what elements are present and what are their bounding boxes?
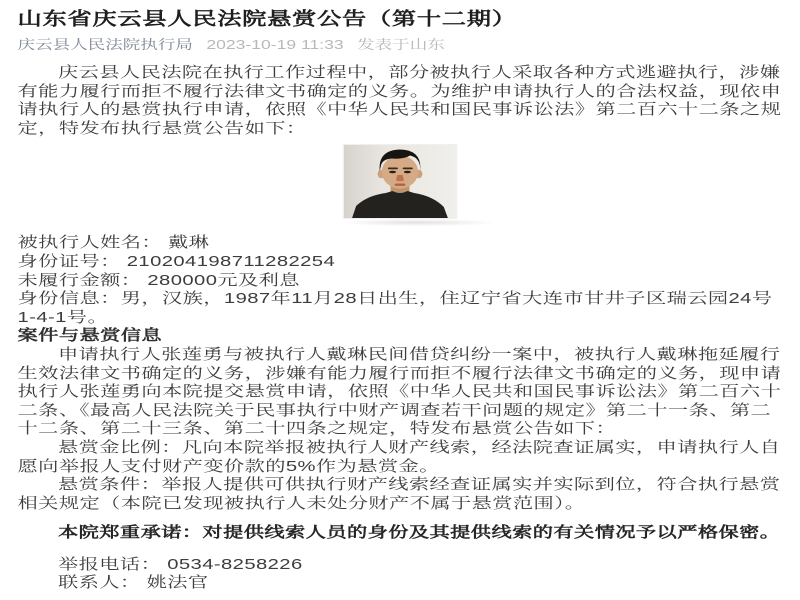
case-paragraph: 申请执行人张莲勇与被执行人戴琳民间借贷纠纷一案中，被执行人戴琳拖延履行生效法律文书确定的义务，涉嫌有能力履行而拒不履行法律文书确定的义务，现申请执行人张莲勇向本院提交悬赏申请，依照《中华人民共和国民事诉讼法》第二百六十二条、《最高人民法院关于民事执行中财产调查若干问题的规定》第二十一条、第二十二条、第二十三条、第二十四条之规定，特发布悬赏公告如下： xyxy=(17,345,782,438)
confidentiality-promise: 本院郑重承诺：对提供线索人员的身份及其提供线索的有关情况予以严格保密。 xyxy=(58,524,781,542)
debtor-id-line: 身份证号： 210204198711282254 xyxy=(17,252,336,270)
intro-paragraph: 庆云县人民法院在执行工作过程中，部分被执行人采取各种方式逃避执行，涉嫌有能力履行而拒不履行法律文书确定的义务。为维护申请执行人的合法权益，现依申请执行人的悬赏执行申请，依照《中华人民共和国民事诉讼法》第二百六十二条之规定，特发布执行悬赏公告如下： xyxy=(17,64,782,137)
byline xyxy=(18,36,783,54)
contact-person-line: 联系人： 姚法官 xyxy=(58,574,209,592)
debtor-portrait-image xyxy=(344,145,456,218)
contact-block xyxy=(18,556,783,593)
publish-location: 发表于山东 xyxy=(357,37,445,52)
case-section-header: 案件与悬赏信息 xyxy=(17,327,163,345)
portrait-drawing xyxy=(344,145,456,218)
reward-ratio-paragraph: 悬赏金比例：凡向本院举报被执行人财产线索，经法院查证属实，申请执行人自愿向举报人支付财产变价款的5%作为悬赏金。 xyxy=(17,438,781,475)
debtor-name-line: 被执行人姓名： 戴琳 xyxy=(17,234,210,252)
debtor-identity-line: 身份信息：男，汉族，1987年11月28日出生，住辽宁省大连市甘井子区瑞云园24号1-4-1号。 xyxy=(17,290,773,326)
report-phone-line: 举报电话： 0534-8258226 xyxy=(58,555,303,573)
debtor-photo[interactable] xyxy=(344,145,456,226)
page-title: 山东省庆云县人民法院悬赏公告（第十二期） xyxy=(17,9,517,29)
account-name-link[interactable]: 庆云县人民法院执行局 xyxy=(17,37,193,52)
debtor-amount-line: 未履行金额： 280000元及利息 xyxy=(17,271,300,289)
reward-condition-paragraph: 悬赏条件：举报人提供可供执行财产线索经查证属实并实际到位，符合执行悬赏相关规定（本院已发现被执行人未处分财产不属于悬赏范围）。 xyxy=(17,476,781,512)
publish-datetime: 2023-10-19 11:33 xyxy=(206,37,344,52)
debtor-info-block xyxy=(18,234,783,327)
photo-shadow xyxy=(344,219,492,226)
